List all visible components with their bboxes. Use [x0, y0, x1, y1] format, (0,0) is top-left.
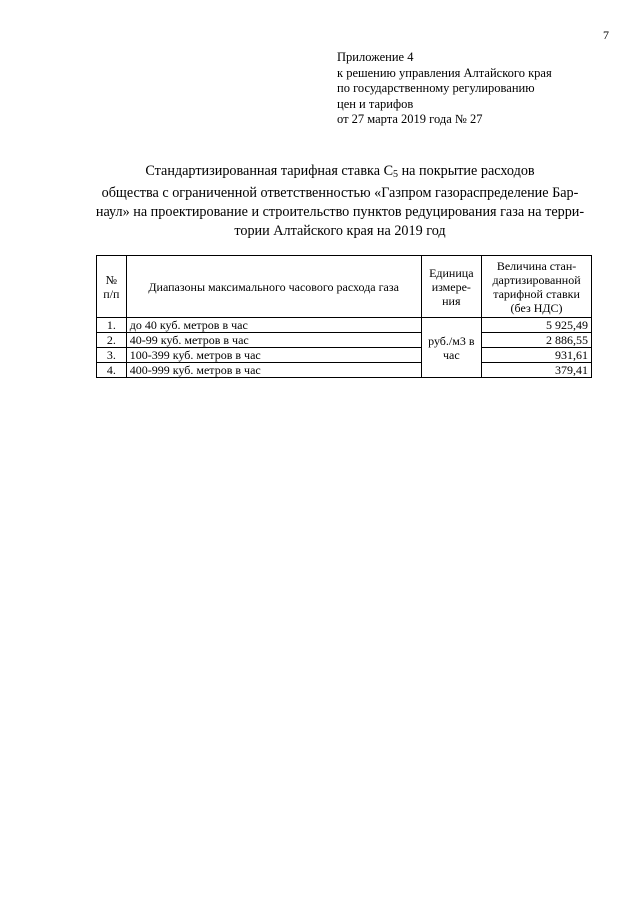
row-value: 931,61 — [482, 348, 592, 363]
document-title — [90, 162, 590, 241]
appendix-line: к решению управления Алтайского края — [337, 65, 552, 80]
title-line: наул» на проектирование и строительство пунктов редуцирования газа на терри- — [95, 204, 585, 220]
header-value: Величина стан-дартизированной тарифной ставки (без НДС) — [482, 256, 592, 318]
appendix-line: цен и тарифов — [337, 96, 414, 111]
header-unit: Единица измере-ния — [421, 256, 482, 318]
table-header-row — [97, 256, 592, 318]
row-num: 1. — [97, 318, 127, 333]
table-row — [97, 363, 592, 378]
title-line: общества с ограниченной ответственностью «Газпром газораспределение Бар- — [101, 185, 579, 201]
table-row — [97, 348, 592, 363]
row-num: 3. — [97, 348, 127, 363]
header-num: № п/п — [97, 256, 127, 318]
appendix-line: от 27 марта 2019 года № 27 — [337, 112, 483, 126]
title-line: тории Алтайского края на 2019 год — [234, 223, 446, 239]
row-num: 2. — [97, 333, 127, 348]
row-range: 100-399 куб. метров в час — [126, 348, 421, 363]
table-row — [97, 318, 592, 333]
unit-cell: руб./м3 в час — [421, 318, 482, 378]
title-subscript: 5 — [393, 169, 399, 180]
appendix-header — [337, 50, 552, 128]
row-value: 2 886,55 — [482, 333, 592, 348]
row-value: 379,41 — [482, 363, 592, 378]
title-text: Стандартизированная тарифная ставка С — [145, 163, 394, 179]
tariff-table — [96, 255, 592, 378]
title-text: на покрытие расходов — [398, 163, 535, 179]
appendix-line: по государственному регулированию — [337, 81, 535, 95]
row-range: до 40 куб. метров в час — [126, 318, 421, 333]
header-range: Диапазоны максимального часового расхода газа — [126, 256, 421, 318]
appendix-line: Приложение 4 — [337, 50, 414, 64]
row-range: 40-99 куб. метров в час — [126, 333, 421, 348]
table-row — [97, 333, 592, 348]
row-value: 5 925,49 — [482, 318, 592, 333]
title-line — [90, 162, 590, 184]
row-num: 4. — [97, 363, 127, 378]
row-range: 400-999 куб. метров в час — [126, 363, 421, 378]
page-number: 7 — [603, 28, 609, 42]
